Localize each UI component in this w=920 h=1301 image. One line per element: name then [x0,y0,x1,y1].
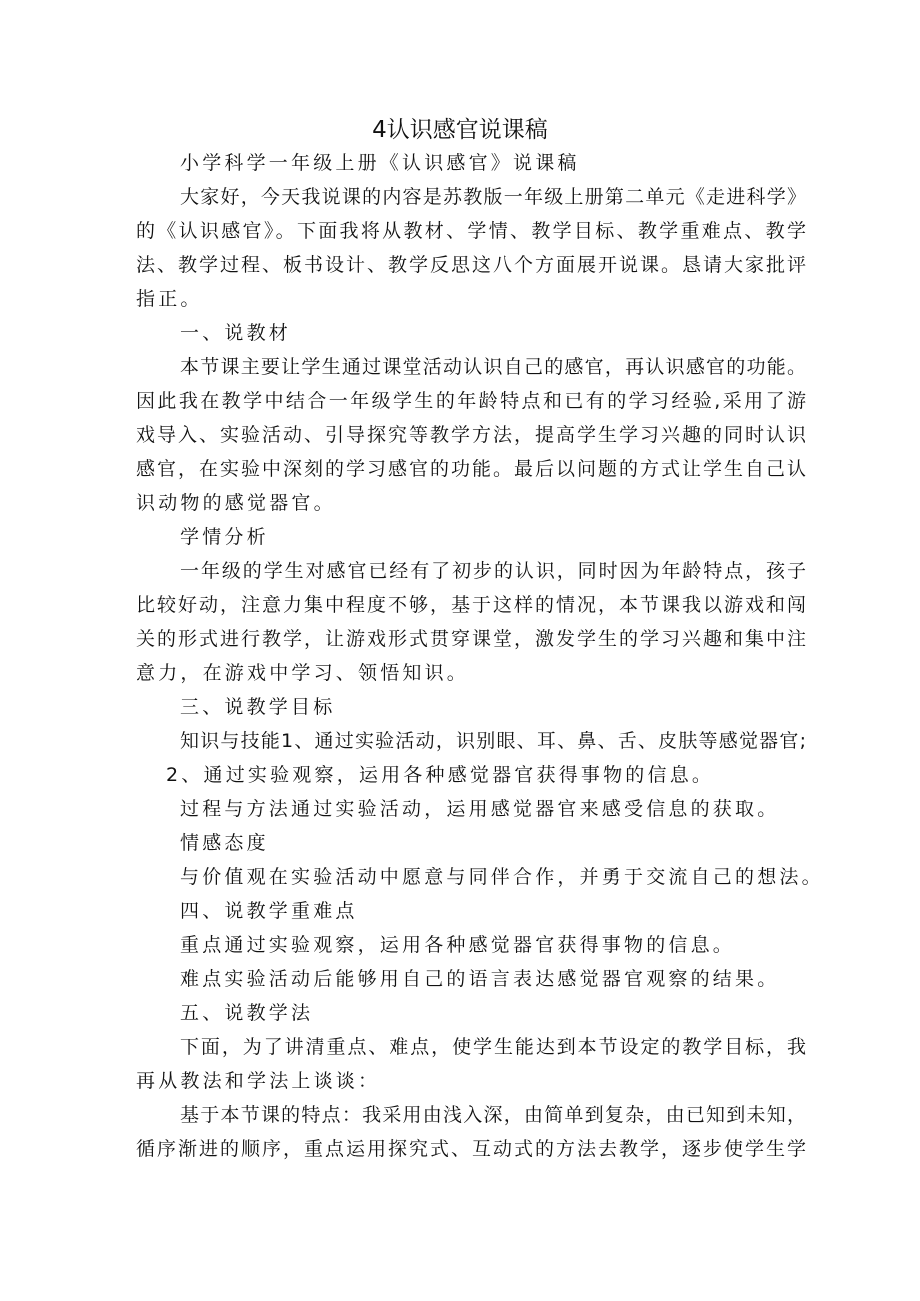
paragraph-line: 识动物的感觉器官。 [136,492,336,514]
paragraph-line: 情感态度 [180,832,269,854]
subtitle: 小学科学一年级上册《认识感官》说课稿 [180,152,580,174]
paragraph-line: 2、通过实验观察，运用各种感觉器官获得事物的信息。 [166,764,715,786]
paragraph-line: 因此我在教学中结合一年级学生的年龄特点和已有的学习经验,采用了游 [136,390,806,412]
paragraph-line: 关的形式进行教学，让游戏形式贯穿课堂，激发学生的学习兴趣和集中注 [136,628,806,650]
paragraph-line: 知识与技能1、通过实验活动，识别眼、耳、鼻、舌、皮肤等感觉器官; [180,730,806,752]
paragraph-line: 难点实验活动后能够用自己的语言表达感觉器官观察的结果。 [180,968,780,990]
paragraph-line: 再从教法和学法上谈谈： [136,1070,381,1092]
paragraph-line: 重点通过实验观察，运用各种感觉器官获得事物的信息。 [180,934,736,956]
paragraph-line: 的《认识感官》。下面我将从教材、学情、教学目标、教学重难点、教学 [136,220,806,242]
paragraph-line: 比较好动，注意力集中程度不够，基于这样的情况，本节课我以游戏和闯 [136,594,806,616]
document-body [136,146,824,1166]
section-heading: 四、说教学重难点 [180,900,358,922]
paragraph-line: 本节课主要让学生通过课堂活动认识自己的感官，再认识感官的功能。 [180,356,806,378]
paragraph-line: 感官，在实验中深刻的学习感官的功能。最后以问题的方式让学生自己认 [136,458,806,480]
paragraph-line: 下面，为了讲清重点、难点，使学生能达到本节设定的教学目标，我 [180,1036,806,1058]
paragraph-line: 大家好，今天我说课的内容是苏教版一年级上册第二单元《走进科学》 [180,186,806,208]
section-heading: 三、说教学目标 [180,696,336,718]
paragraph-line: 指正。 [136,288,203,310]
paragraph-line: 循序渐进的顺序，重点运用探究式、互动式的方法去教学，逐步使学生学 [136,1138,806,1160]
paragraph-line: 戏导入、实验活动、引导探究等教学方法，提高学生学习兴趣的同时认识 [136,424,806,446]
document-title: 4认识感官说课稿 [372,117,548,143]
paragraph-line: 意力，在游戏中学习、领悟知识。 [136,662,470,684]
paragraph-line: 法、教学过程、板书设计、教学反思这八个方面展开说课。恳请大家批评 [136,254,806,276]
section-heading: 学情分析 [180,526,269,548]
paragraph-line: 与价值观在实验活动中愿意与同伴合作，并勇于交流自己的想法。 [180,866,824,888]
paragraph-line: 基于本节课的特点：我采用由浅入深，由简单到复杂，由已知到未知， [180,1104,806,1126]
section-heading: 五、说教学法 [180,1002,314,1024]
paragraph-line: 过程与方法通过实验活动，运用感觉器官来感受信息的获取。 [180,798,780,820]
section-heading: 一、说教材 [180,322,292,344]
paragraph-line: 一年级的学生对感官已经有了初步的认识，同时因为年龄特点，孩子 [180,560,806,582]
